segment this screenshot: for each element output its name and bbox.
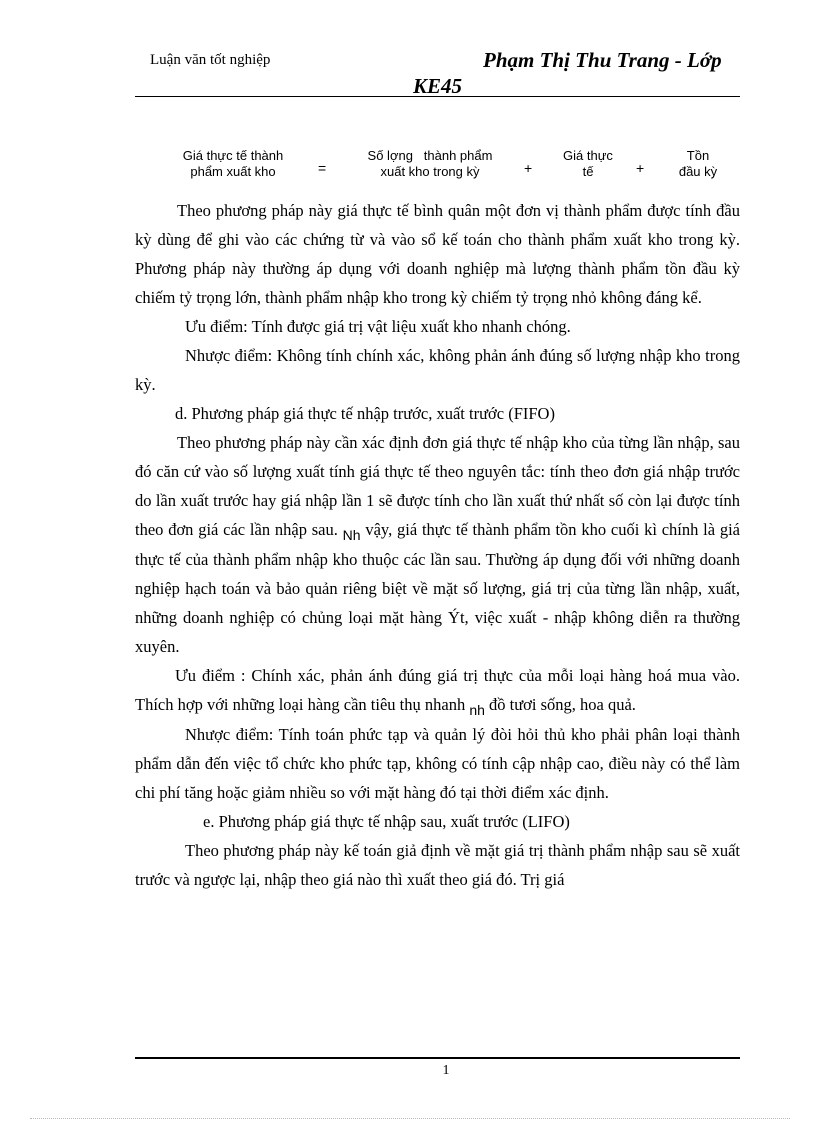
formula-term-line: Tồn (686, 148, 710, 163)
formula-term-line: Giá thực (563, 148, 613, 163)
header-divider (135, 96, 740, 97)
paragraph-lifo: Theo phương pháp này kế toán giả định về mặt giá trị thành phẩm nhập sau sẽ xuất trước và ngược lại, nhập theo giá nào thì xuất theo giá đó. Trị giá (135, 841, 740, 889)
paragraph-disadvantage: Nhược điểm: Không tính chính xác, không phản ánh đúng số lượng nhập kho trong kỳ. (135, 346, 740, 394)
formula-term-line: phẩm xuất kho (190, 164, 276, 179)
formula (0, 148, 816, 188)
footer-divider (135, 1057, 740, 1059)
paragraph-disadvantage: Nhược điểm: Tính toán phức tạp và quản lý đòi hỏi thủ kho phải phân loại thành phẩm dẫn đến việc tổ chức kho phức tạp, không có tính cập nhập cao, điều này có thể làm chi phí tăng hoặc giảm nhiều so với mặt hàng đó tại thời điểm xác định. (135, 725, 740, 802)
paragraph-text: Ưu điểm : Chính xác, phản ánh đúng giá trị thực của mỗi loại hàng hoá mua vào. Thích hợp với những loại hàng cần tiêu thụ nhanh (135, 666, 740, 714)
formula-term-output-cost (168, 148, 298, 180)
stray-fragment: Nh (342, 527, 361, 543)
paragraph-text: Theo phương pháp này cần xác định đơn giá thực tế nhập kho của từng lần nhập, sau đó căn cứ vào số lượng xuất tính giá thực tế theo nguyên tắc: tính theo đơn giá nhập trước do lần xuất trước hay giá nhập lần 1 sẽ được tính cho lần xuất thứ nhất số còn lại được tính theo đơn giá các lần nhập sau. (135, 433, 740, 539)
formula-plus: + (636, 160, 645, 176)
paragraph-text: vậy, giá thực tế thành phẩm tồn kho cuối kì chính là giá thực tế của thành phẩm nhập kho thuộc các lần sau. Thường áp dụng đối với những doanh nghiệp hạch toán và bảo quản riêng biệt về mặt số lượng, giá trị của từng lần nhập, xuất, những doanh nghiệp có chủng loại mặt hàng Ýt, việc xuất - nhập không diễn ra thường xuyên. (135, 520, 740, 656)
paragraph-advantage: Ưu điểm: Tính được giá trị vật liệu xuất kho nhanh chóng. (185, 317, 571, 336)
formula-term-actual-price (553, 148, 623, 180)
formula-term-line: xuất kho trong kỳ (380, 164, 480, 179)
page-number: 1 (442, 1063, 450, 1078)
formula-equals: = (318, 160, 327, 176)
formula-term-opening-stock (668, 148, 728, 180)
header-author: Phạm Thị Thu Trang - Lớp (483, 48, 722, 72)
section-heading-fifo: d. Phương pháp giá thực tế nhập trước, xuất trước (FIFO) (175, 404, 555, 423)
header-thesis-label: Luận văn tốt nghiệp (150, 52, 271, 68)
formula-term-line: Số lợng thành phẩm (367, 148, 493, 163)
paragraph: Theo phương pháp này giá thực tế bình quân một đơn vị thành phẩm được tính đầu kỳ dùng để ghi vào các chứng từ và vào sổ kế toán cho thành phẩm xuất kho trong kỳ. Phương pháp này thường áp dụng với doanh nghiệp mà lượng thành phẩm tồn đầu kỳ chiếm tỷ trọng lớn, thành phẩm nhập kho trong kỳ chiếm tỷ trọng nhỏ không đáng kể. (135, 201, 740, 307)
formula-plus: + (524, 160, 533, 176)
paragraph-text: đồ tươi sống, hoa quả. (489, 695, 636, 714)
page-edge (30, 1118, 790, 1119)
stray-fragment: nh (469, 702, 485, 718)
formula-term-line: đầu kỳ (678, 164, 718, 179)
section-heading-lifo: e. Phương pháp giá thực tế nhập sau, xuất trước (LIFO) (203, 812, 570, 831)
formula-term-output-quantity (350, 148, 510, 180)
paragraph-advantage (135, 661, 740, 720)
formula-term-line: Giá thực tế thành (182, 148, 284, 163)
formula-term-line: tế (582, 164, 594, 179)
body-text (135, 196, 740, 894)
paragraph-fifo (135, 428, 740, 661)
header-class: KE45 (413, 74, 463, 98)
